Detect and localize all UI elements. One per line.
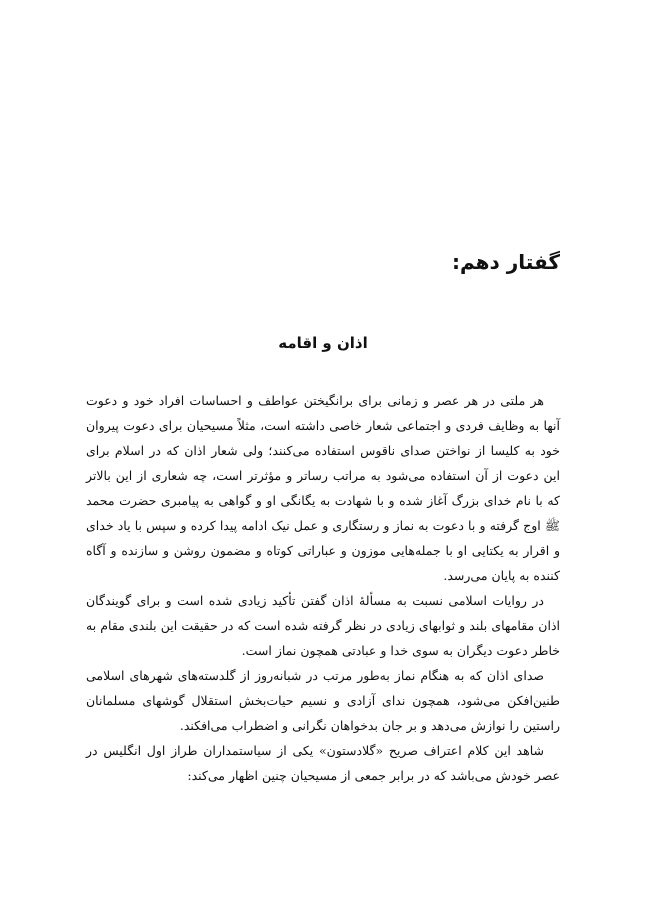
paragraph: شاهد این کلام اعتراف صریح «گلادستون» یکی از سیاستمداران طراز اول انگلیس در عصر خودش می‌باشد که در برابر جمعی از مسیحیان چنین اظهار می‌کند: <box>86 743 560 783</box>
paragraph: صدای اذان که به هنگام نماز به‌طور مرتب در شبانه‌روز از گلدسته‌های شهرهای اسلامی طنین‌افکن می‌شود، همچون ندای آزادی و نسیم حیات‌بخش استقلال گوشهای مسلمانان راستین را نوازش می‌دهد و بر جان بدخواهان نگرانی و اضطراب می‌افکند. <box>86 668 560 733</box>
paragraph: هر ملتی در هر عصر و زمانی برای برانگیختن عواطف و احساسات افراد خود و دعوت آنها به وظایف فردی و اجتماعی شعار خاصی داشته است، مثلاً مسیحیان برای دعوت پیروان خود به کلیسا از نواختن صدای ناقوس استفاده می‌کنند؛ ولی شعار اذان که در اسلام برای این دعوت از آن استفاده می‌شود به مراتب رساتر و مؤثرتر است، چه شعاری از این بالاتر که با نام خدای بزرگ آغاز شده و با شهادت به یگانگی او و گواهی به پیامبری حضرت محمد ﷺ اوج گرفته و با دعوت به نماز و رستگاری و عمل نیک ادامه پیدا کرده و سپس با یاد خدای و اقرار به یکتایی او با جمله‌هایی موزون و عباراتی کوتاه و مضمون روشن و سازنده و آگاه کننده به پایان می‌رسد. <box>86 393 560 583</box>
paragraph: در روایات اسلامی نسبت به مسألهٔ اذان گفتن تأکید زیادی شده است و برای گویندگان اذان مقامهای بلند و ثوابهای زیادی در نظر گرفته شده است که در حقیقت این بلندی مقام به خاطر دعوت دیگران به سوی خدا و عبادتی همچون نماز است. <box>86 593 560 658</box>
section-title: اذان و اقامه <box>278 334 368 352</box>
body-text <box>86 388 560 788</box>
chapter-title: گفتار دهم: <box>452 250 560 274</box>
